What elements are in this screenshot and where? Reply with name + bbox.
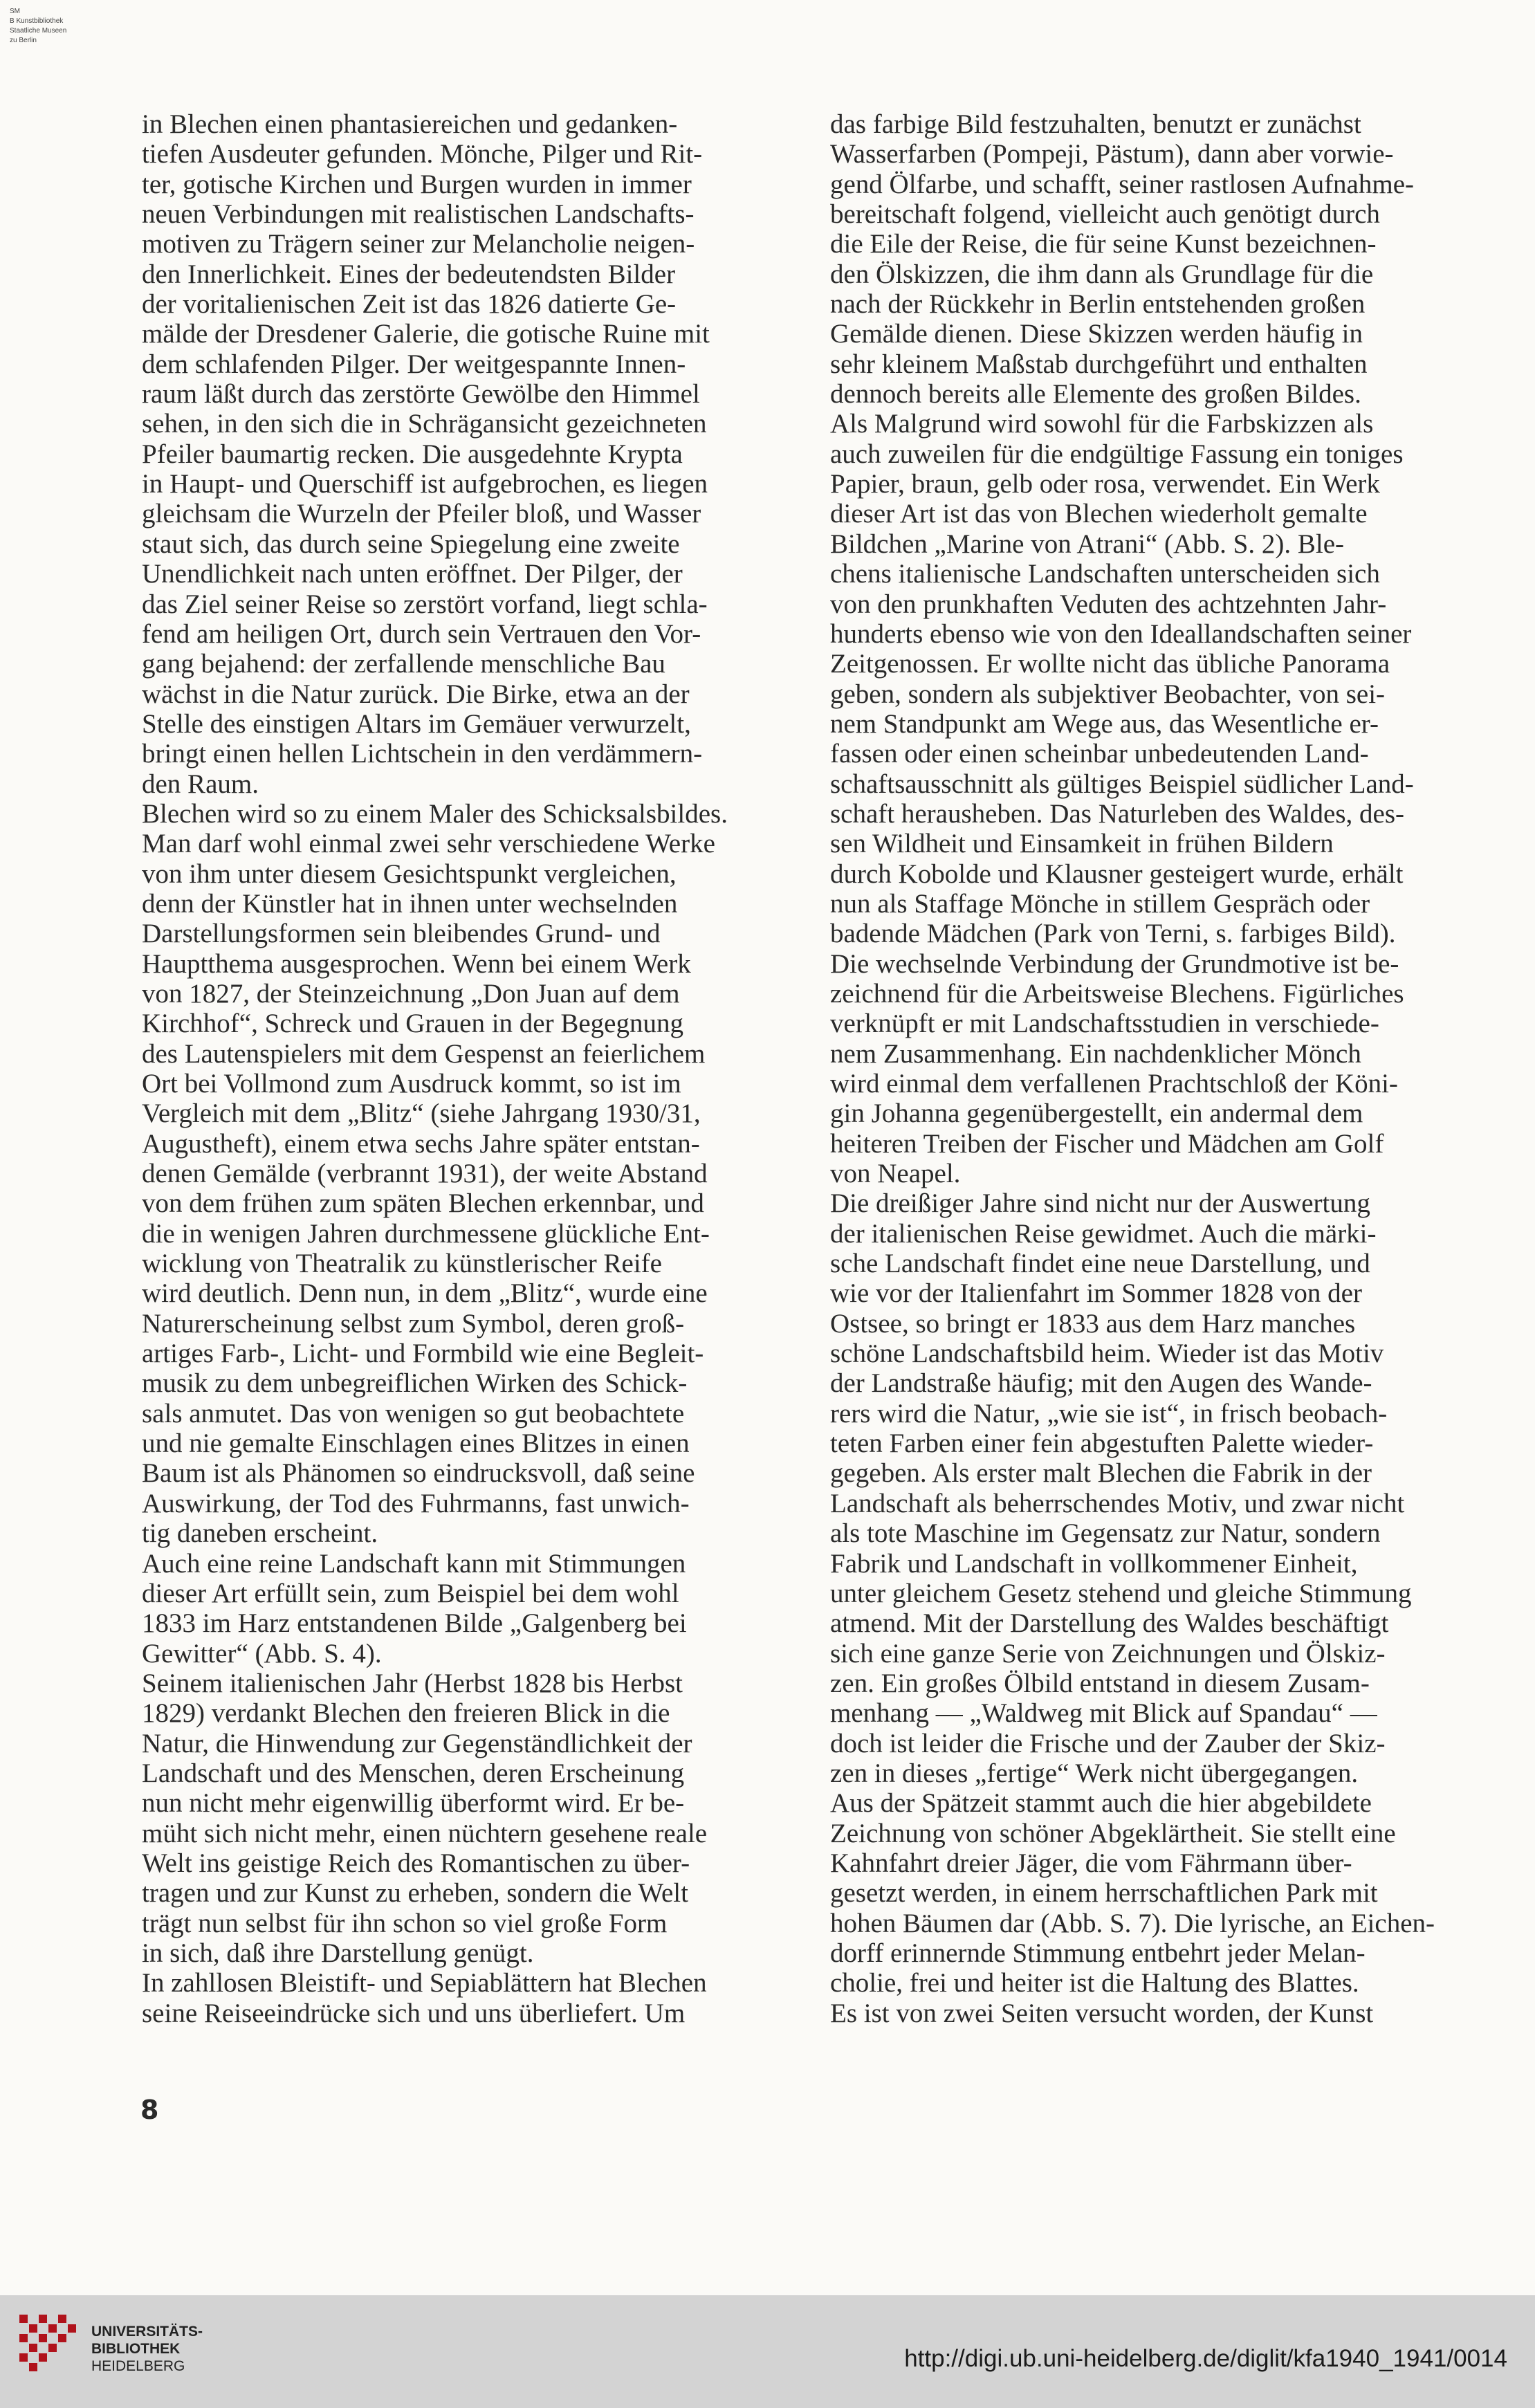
text-line: nem Standpunkt am Wege aus, das Wesentliche er- [830,708,1379,739]
source-url-link[interactable]: http://digi.ub.uni-heidelberg.de/diglit/kfa1940_1941/0014 [904,2345,1507,2372]
text-line: die in wenigen Jahren durchmessene glückliche Ent- [142,1218,710,1249]
library-stamp [10,7,66,46]
text-line: die Eile der Reise, die für seine Kunst bezeichnen- [830,229,1377,259]
text-line: staut sich, das durch seine Spiegelung eine zweite [142,529,680,559]
footer-bar [0,2295,1535,2408]
text-line: Auswirkung, der Tod des Fuhrmanns, fast unwich- [142,1488,690,1518]
text-line: des Lautenspielers mit dem Gespenst an feierlichem [142,1038,706,1069]
text-line: wie vor der Italienfahrt im Sommer 1828 von der [830,1278,1362,1309]
text-line: artiges Farb-, Licht- und Formbild wie eine Begleit- [142,1339,704,1369]
text-line: atmend. Mit der Darstellung des Waldes beschäftigt [830,1608,1389,1639]
text-line: Zeichnung von schöner Abgeklärtheit. Sie stellt eine [830,1818,1396,1848]
text-line: nem Zusammenhang. Ein nachdenklicher Mönch [830,1038,1361,1069]
text-line: Ostsee, so bringt er 1833 aus dem Harz manches [830,1308,1356,1339]
text-line: der Landstraße häufig; mit den Augen des Wande- [830,1368,1372,1399]
text-line: teten Farben einer fein abgestuften Palette wieder- [830,1428,1374,1459]
page-number: 8 [140,2095,159,2125]
text-line: tragen und zur Kunst zu erheben, sondern die Welt [142,1878,688,1909]
text-line: menhang — „Waldweg mit Blick auf Spandau“ — [830,1698,1377,1729]
logo-line: HEIDELBERG [91,2358,185,2374]
text-line: von den prunkhaften Veduten des achtzehnten Jahr- [830,589,1387,619]
text-line: fend am heiligen Ort, durch sein Vertrauen den Vor- [142,618,701,649]
text-line: dem schlafenden Pilger. Der weitgespannte Innen- [142,349,686,379]
text-line: wird einmal dem verfallenen Prachtschloß der Köni- [830,1069,1398,1099]
text-line: von ihm unter diesem Gesichtspunkt vergleichen, [142,858,677,889]
text-line: tiefen Ausdeuter gefunden. Mönche, Pilger und Rit- [142,139,703,169]
text-line: geben, sondern als subjektiver Beobachter, von sei- [830,679,1386,709]
text-line: sehr kleinem Maßstab durchgeführt und enthalten [830,349,1368,379]
text-line: als tote Maschine im Gegensatz zur Natur, sondern [830,1518,1381,1549]
text-line: den Ölskizzen, die ihm dann als Grundlage für die [830,259,1374,289]
text-line: Darstellungsformen sein bleibendes Grund- und [142,919,661,949]
text-line: von dem frühen zum späten Blechen erkennbar, und [142,1188,704,1219]
text-line: dieser Art erfüllt sein, zum Beispiel bei dem wohl [142,1578,679,1608]
text-line: zen. Ein großes Ölbild entstand in diesem Zusam- [830,1668,1370,1698]
text-line: Vergleich mit dem „Blitz“ (siehe Jahrgang 1930/31, [142,1099,701,1129]
university-library-logo-icon [19,2315,83,2378]
text-line: Baum ist als Phänomen so eindrucksvoll, daß seine [142,1458,695,1489]
text-line: Man darf wohl einmal zwei sehr verschiedene Werke [142,829,715,859]
text-line: fassen oder einen scheinbar unbedeutenden Land- [830,739,1369,769]
text-line: Es ist von zwei Seiten versucht worden, der Kunst [830,1998,1374,2028]
text-line: gleichsam die Wurzeln der Pfeiler bloß, und Wasser [142,499,701,529]
stamp-line: zu Berlin [10,37,37,44]
text-line: 1829) verdankt Blechen den freieren Blick in die [142,1698,670,1729]
text-line: Naturerscheinung selbst zum Symbol, deren groß- [142,1308,685,1339]
text-line: zen in dieses „fertige“ Werk nicht übergegangen. [830,1758,1359,1788]
text-line: gegeben. Als erster malt Blechen die Fabrik in der [830,1458,1372,1489]
text-line: Landschaft und des Menschen, deren Erscheinung [142,1758,685,1788]
logo-line: UNIVERSITÄTS- [91,2324,203,2340]
text-line: Blechen wird so zu einem Maler des Schicksalsbildes. [142,798,728,829]
text-line: bringt einen hellen Lichtschein in den verdämmern- [142,739,703,769]
text-line: Zeitgenossen. Er wollte nicht das übliche Panorama [830,649,1390,679]
text-line: dieser Art ist das von Blechen wiederholt gemalte [830,499,1368,529]
text-line: von 1827, der Steinzeichnung „Don Juan auf dem [142,978,680,1009]
text-line: in Blechen einen phantasiereichen und gedanken- [142,109,678,139]
text-line: Auch eine reine Landschaft kann mit Stimmungen [142,1548,686,1579]
text-line: schaft herausheben. Das Naturleben des Waldes, des- [830,798,1405,829]
right-text-column [830,109,1469,2028]
text-line: hunderts ebenso wie von den Ideallandschaften seiner [830,618,1412,649]
text-line: sen Wildheit und Einsamkeit in frühen Bildern [830,829,1334,859]
text-line: badende Mädchen (Park von Terni, s. farbiges Bild). [830,919,1396,949]
text-line: müht sich nicht mehr, einen nüchtern gesehene reale [142,1818,708,1848]
text-line: das farbige Bild festzuhalten, benutzt er zunächst [830,109,1361,139]
text-line: doch ist leider die Frische und der Zauber der Skiz- [830,1728,1386,1758]
text-line: Als Malgrund wird sowohl für die Farbskizzen als [830,409,1374,439]
text-line: schaftsausschnitt als gültiges Beispiel südlicher Land- [830,769,1414,799]
text-line: Die wechselnde Verbindung der Grundmotive ist be- [830,948,1399,979]
text-line: trägt nun selbst für ihn schon so viel große Form [142,1908,668,1938]
text-line: Ort bei Vollmond zum Ausdruck kommt, so ist im [142,1069,681,1099]
left-text-column [142,109,780,2028]
text-line: Landschaft als beherrschendes Motiv, und zwar nicht [830,1488,1405,1518]
text-line: gin Johanna gegenübergestellt, ein andermal dem [830,1099,1363,1129]
text-line: gesetzt werden, in einem herrschaftlichen Park mit [830,1878,1378,1909]
text-line: Wasserfarben (Pompeji, Pästum), dann aber vorwie- [830,139,1394,169]
logo-line: BIBLIOTHEK [91,2341,181,2357]
text-line: Seinem italienischen Jahr (Herbst 1828 bis Herbst [142,1668,683,1698]
text-line: 1833 im Harz entstandenen Bilde „Galgenberg bei [142,1608,687,1639]
text-line: nun als Staffage Mönche in stillem Gespräch oder [830,888,1370,919]
text-line: sals anmutet. Das von wenigen so gut beobachtete [142,1398,685,1428]
text-line: unter gleichem Gesetz stehend und gleiche Stimmung [830,1578,1412,1608]
text-line: chens italienische Landschaften unterscheiden sich [830,559,1380,589]
text-line: bereitschaft folgend, vielleicht auch genötigt durch [830,199,1380,230]
stamp-line: SM [10,8,20,15]
text-line: hohen Bäumen dar (Abb. S. 7). Die lyrische, an Eichen- [830,1908,1435,1938]
text-line: mälde der Dresdener Galerie, die gotische Ruine mit [142,319,710,349]
text-line: nach der Rückkehr in Berlin entstehenden großen [830,289,1366,320]
text-line: Aus der Spätzeit stammt auch die hier abgebildete [830,1788,1372,1819]
text-line: Natur, die Hinwendung zur Gegenständlichkeit der [142,1728,692,1758]
text-line: der voritalienischen Zeit ist das 1826 datierte Ge- [142,289,677,320]
text-line: denn der Künstler hat in ihnen unter wechselnden [142,888,678,919]
text-line: und nie gemalte Einschlagen eines Blitzes in einen [142,1428,690,1459]
text-line: auch zuweilen für die endgültige Fassung ein toniges [830,439,1404,469]
text-line: Bildchen „Marine von Atrani“ (Abb. S. 2). Ble- [830,529,1344,559]
text-line: schöne Landschaftsbild heim. Wieder ist das Motiv [830,1339,1384,1369]
text-line: gend Ölfarbe, und schafft, seiner rastlosen Aufnahme- [830,169,1415,199]
university-library-name [91,2323,203,2375]
text-line: in Haupt- und Querschiff ist aufgebrochen, es liegen [142,469,708,499]
text-line: Die dreißiger Jahre sind nicht nur der Auswertung [830,1188,1370,1219]
text-line: das Ziel seiner Reise so zerstört vorfand, liegt schla- [142,589,708,619]
text-line: in sich, daß ihre Darstellung genügt. [142,1938,534,1968]
stamp-line: B Kunstbibliothek [10,17,64,25]
text-line: der italienischen Reise gewidmet. Auch die märki- [830,1218,1377,1249]
text-line: dorff erinnernde Stimmung entbehrt jeder Melan- [830,1938,1366,1968]
text-line: wächst in die Natur zurück. Die Birke, etwa an der [142,679,690,709]
text-line: Welt ins geistige Reich des Romantischen zu über- [142,1848,690,1878]
text-line: Kirchhof“, Schreck und Grauen in der Begegnung [142,1009,683,1039]
text-line: Unendlichkeit nach unten eröffnet. Der Pilger, der [142,559,683,589]
text-line: Kahnfahrt dreier Jäger, die vom Fährmann über- [830,1848,1352,1878]
text-line: den Innerlichkeit. Eines der bedeutendsten Bilder [142,259,676,289]
text-line: zeichnend für die Arbeitsweise Blechens. Figürliches [830,978,1404,1009]
text-line: denen Gemälde (verbrannt 1931), der weite Abstand [142,1159,708,1189]
text-line: wicklung von Theatralik zu künstlerischer Reife [142,1249,662,1279]
text-line: ter, gotische Kirchen und Burgen wurden in immer [142,169,692,199]
text-line: von Neapel. [830,1159,961,1189]
text-line: Gemälde dienen. Diese Skizzen werden häufig in [830,319,1363,349]
text-line: musik zu dem unbegreiflichen Wirken des Schick- [142,1368,688,1399]
text-line: Gewitter“ (Abb. S. 4). [142,1638,382,1669]
text-line: sich eine ganze Serie von Zeichnungen und Ölskiz- [830,1638,1386,1669]
text-line: Augustheft), einem etwa sechs Jahre später entstan- [142,1128,700,1159]
text-line: nun nicht mehr eigenwillig überformt wird. Er be- [142,1788,685,1819]
text-line: sehen, in den sich die in Schrägansicht gezeichneten [142,409,707,439]
text-line: den Raum. [142,769,259,799]
text-line: seine Reiseeindrücke sich und uns überliefert. Um [142,1998,686,2028]
text-line: raum läßt durch das zerstörte Gewölbe den Himmel [142,379,700,410]
text-line: rers wird die Natur, „wie sie ist“, in frisch beobach- [830,1398,1388,1428]
text-line: tig daneben erscheint. [142,1518,378,1549]
text-line: dennoch bereits alle Elemente des großen Bildes. [830,379,1361,410]
stamp-line: Staatliche Museen [10,27,67,35]
text-line: Pfeiler baumartig recken. Die ausgedehnte Krypta [142,439,683,469]
text-line: wird deutlich. Denn nun, in dem „Blitz“, wurde eine [142,1278,708,1309]
text-line: Stelle des einstigen Altars im Gemäuer verwurzelt, [142,708,691,739]
text-line: verknüpft er mit Landschaftsstudien in verschiede- [830,1009,1379,1039]
text-line: heiteren Treiben der Fischer und Mädchen am Golf [830,1128,1384,1159]
text-line: Papier, braun, gelb oder rosa, verwendet. Ein Werk [830,469,1380,499]
text-line: neuen Verbindungen mit realistischen Landschafts- [142,199,695,230]
text-line: motiven zu Trägern seiner zur Melancholie neigen- [142,229,695,259]
text-line: sche Landschaft findet eine neue Darstellung, und [830,1249,1370,1279]
text-line: Hauptthema ausgesprochen. Wenn bei einem Werk [142,948,691,979]
text-line: In zahllosen Bleistift- und Sepiablättern hat Blechen [142,1968,707,1998]
text-line: durch Kobolde und Klausner gesteigert wurde, erhält [830,858,1404,889]
text-line: Fabrik und Landschaft in vollkommener Einheit, [830,1548,1358,1579]
text-line: gang bejahend: der zerfallende menschliche Bau [142,649,665,679]
text-line: cholie, frei und heiter ist die Haltung des Blattes. [830,1968,1359,1998]
